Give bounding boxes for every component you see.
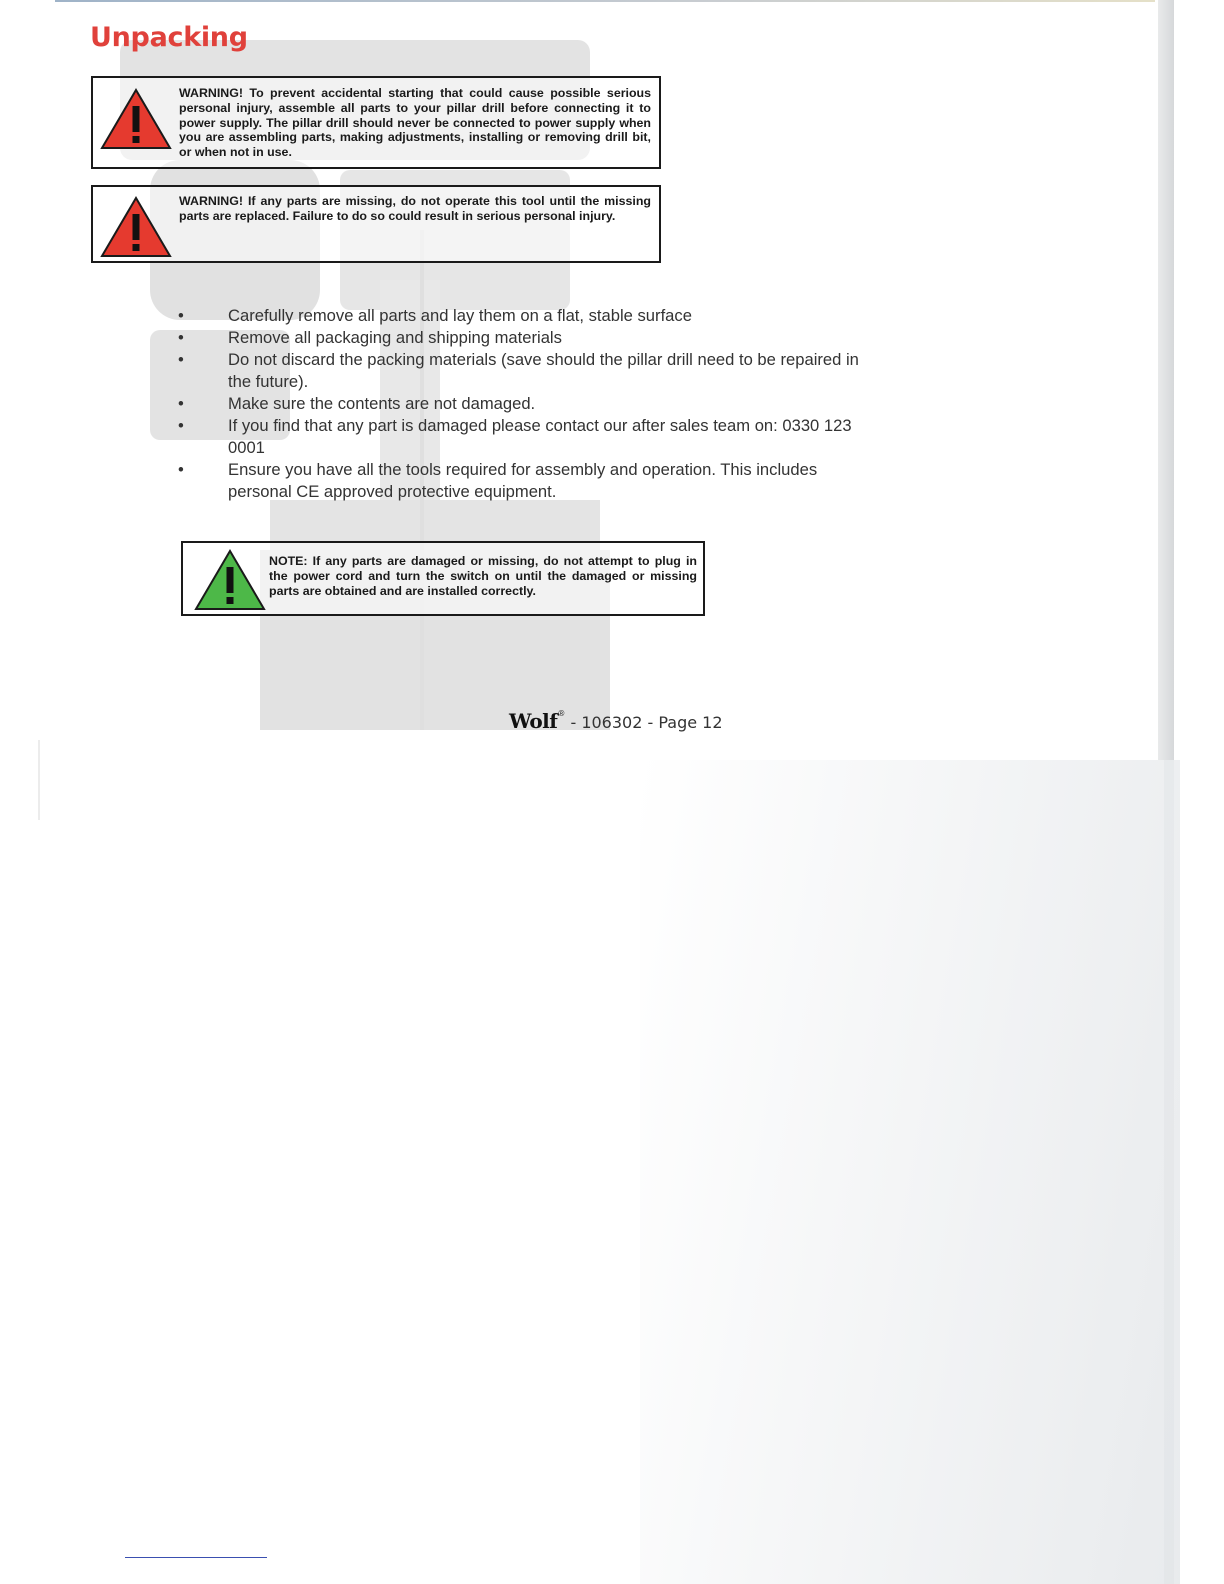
warning-text: WARNING! To prevent accidental starting that could cause possible serious personal injury, assemble all parts to your pillar drill before connecting it to power supply. The pillar drill should never be connected to power supply when you are assembling parts, making adjustments, installing or removing drill bit, or when not in use. <box>179 86 651 160</box>
list-item <box>178 459 878 503</box>
bullet: • <box>178 394 184 413</box>
list-item-text: Make sure the contents are not damaged. <box>228 394 536 413</box>
warning-text: WARNING! If any parts are missing, do not operate this tool until the missing parts are replaced. Failure to do so could result in serious personal injury. <box>179 194 651 223</box>
list-item-text: Remove all packaging and shipping materials <box>228 328 562 347</box>
note-text: NOTE: If any parts are damaged or missing, do not attempt to plug in the power cord and turn the switch on until the damaged or missing parts are obtained and are installed correctly. <box>269 554 697 598</box>
unpacking-steps-list <box>178 305 878 503</box>
scan-blue-rule <box>125 1557 267 1558</box>
list-item <box>178 349 878 393</box>
list-item-text: Carefully remove all parts and lay them on a flat, stable surface <box>228 306 692 325</box>
bullet: • <box>178 350 184 369</box>
bullet: • <box>178 328 184 347</box>
list-item <box>178 327 878 349</box>
list-item-text: Do not discard the packing materials (save should the pillar drill need to be repaired in the future). <box>228 350 859 391</box>
page-number: - 106302 - Page 12 <box>565 713 723 732</box>
page-title: Unpacking <box>90 22 248 53</box>
warning-box-missing-parts <box>91 185 661 263</box>
warning-triangle-icon <box>99 87 173 151</box>
note-box-damaged-parts <box>181 541 705 616</box>
bullet: • <box>178 416 184 435</box>
page-footer <box>509 709 723 733</box>
scan-left-edge <box>38 740 40 820</box>
list-item <box>178 393 878 415</box>
registered-mark: ® <box>557 709 566 718</box>
brand-logo: Wolf <box>509 709 558 733</box>
caution-triangle-icon <box>193 548 267 612</box>
warning-box-assembly <box>91 76 661 169</box>
bullet: • <box>178 460 184 479</box>
scan-top-edge <box>55 0 1155 2</box>
warning-triangle-icon <box>99 195 173 259</box>
list-item <box>178 415 878 459</box>
list-item <box>178 305 878 327</box>
scan-right-edge <box>1158 0 1174 760</box>
list-item-text: If you find that any part is damaged please contact our after sales team on: 0330 123 0001 <box>228 416 852 457</box>
scan-shadow <box>640 760 1180 1584</box>
bullet: • <box>178 306 184 325</box>
list-item-text: Ensure you have all the tools required for assembly and operation. This includes personal CE approved protective equipment. <box>228 460 818 501</box>
